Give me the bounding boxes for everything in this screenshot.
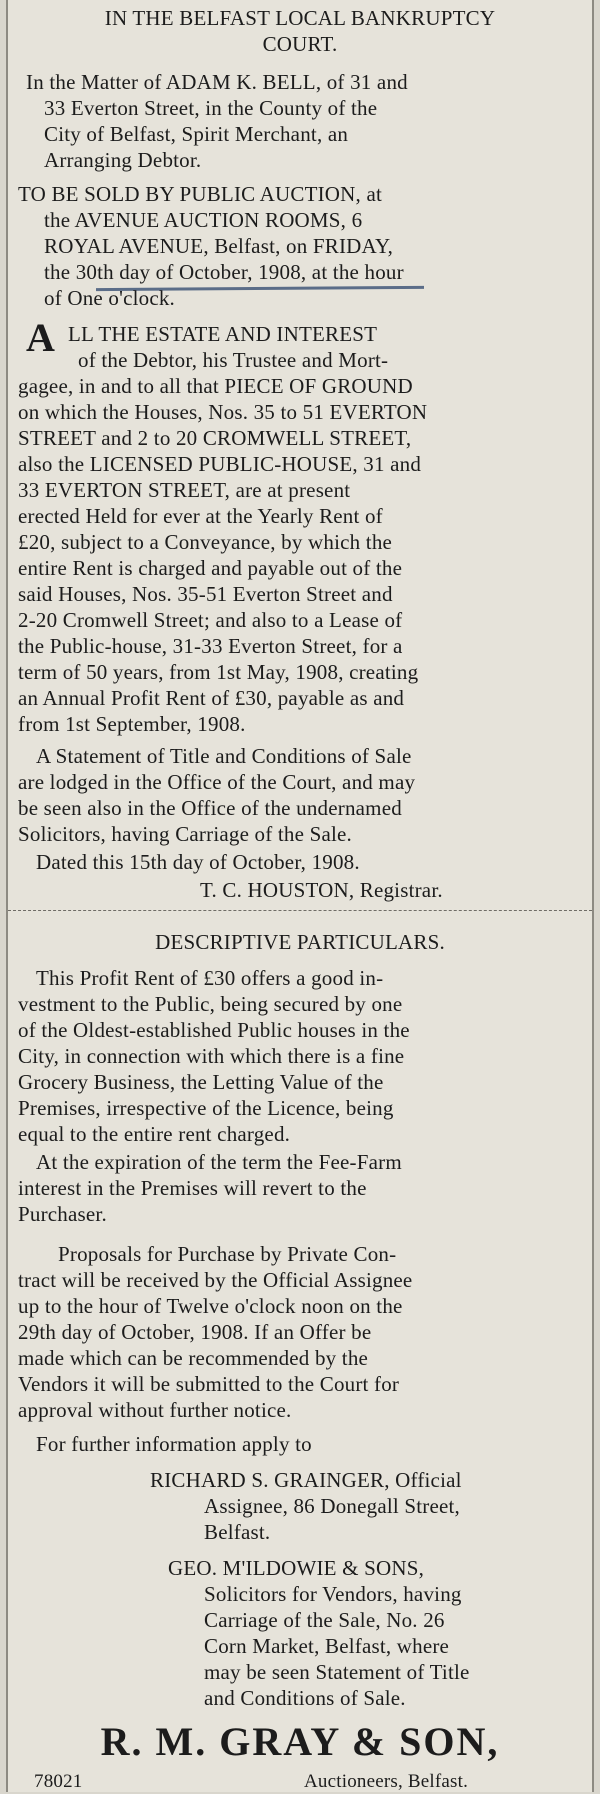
solicitors-line-4: Corn Market, Belfast, where (204, 1634, 450, 1658)
solicitors-line-1: GEO. M'ILDOWIE & SONS, (168, 1556, 425, 1580)
para3-line-5: made which can be recommended by the (18, 1346, 369, 1370)
estate-line-2: of the Debtor, his Trustee and Mort- (78, 348, 389, 372)
para3-line-4: 29th day of October, 1908. If an Offer be (18, 1320, 372, 1344)
solicitors-line-3: Carriage of the Sale, No. 26 (204, 1608, 445, 1632)
estate-line-11: said Houses, Nos. 35-51 Everton Street and (18, 582, 393, 606)
para1-line-5: Grocery Business, the Letting Value of the (18, 1070, 384, 1094)
sale-line-5: of One o'clock. (44, 286, 175, 310)
matter-line-3: City of Belfast, Spirit Merchant, an (44, 122, 349, 146)
sale-line-3: ROYAL AVENUE, Belfast, on FRIDAY, (44, 234, 394, 258)
auctioneer-name: R. M. GRAY & SON, (100, 1719, 500, 1764)
statement-line-2: are lodged in the Office of the Court, and may (18, 770, 416, 794)
drop-cap: A (26, 315, 55, 360)
para2-line-1: At the expiration of the term the Fee-Farm (36, 1150, 402, 1174)
assignee-line-1: RICHARD S. GRAINGER, Official (150, 1468, 462, 1492)
para1-line-4: City, in connection with which there is a fine (18, 1044, 405, 1068)
registrar-line: T. C. HOUSTON, Registrar. (200, 878, 443, 902)
court-heading-line-1: IN THE BELFAST LOCAL BANKRUPTCY (104, 6, 496, 30)
para3-line-2: tract will be received by the Official Assignee (18, 1268, 413, 1292)
assignee-line-3: Belfast. (204, 1520, 271, 1544)
solicitors-line-6: and Conditions of Sale. (204, 1686, 406, 1710)
auctioneer-role: Auctioneers, Belfast. (304, 1771, 469, 1792)
estate-line-6: also the LICENSED PUBLIC-HOUSE, 31 and (18, 452, 422, 476)
sale-line-4: the 30th day of October, 1908, at the hour (44, 260, 404, 284)
para1-line-3: of the Oldest-established Public houses in the (18, 1018, 410, 1042)
sale-line-1: TO BE SOLD BY PUBLIC AUCTION, at (18, 182, 382, 206)
para3-line-3: up to the hour of Twelve o'clock noon on the (18, 1294, 403, 1318)
estate-line-7: 33 EVERTON STREET, are at present (18, 478, 351, 502)
para2-line-3: Purchaser. (18, 1202, 107, 1226)
estate-line-1: LL THE ESTATE AND INTEREST (68, 322, 378, 346)
estate-line-4: on which the Houses, Nos. 35 to 51 EVERTON (18, 400, 428, 424)
estate-line-5: STREET and 2 to 20 CROMWELL STREET, (18, 426, 412, 450)
para1-line-7: equal to the entire rent charged. (18, 1122, 291, 1146)
para3-line-7: approval without further notice. (18, 1398, 292, 1422)
estate-line-10: entire Rent is charged and payable out of the (18, 556, 403, 580)
statement-line-1: A Statement of Title and Conditions of Sale (36, 744, 412, 768)
para3-line-1: Proposals for Purchase by Private Con- (58, 1242, 397, 1266)
apply-line: For further information apply to (36, 1432, 312, 1456)
reference-number: 78021 (34, 1771, 83, 1792)
matter-line-2: 33 Everton Street, in the County of the (44, 96, 378, 120)
matter-line-1: In the Matter of ADAM K. BELL, of 31 and (26, 70, 408, 94)
para2-line-2: interest in the Premises will revert to the (18, 1176, 367, 1200)
estate-line-13: the Public-house, 31-33 Everton Street, for a (18, 634, 403, 658)
para1-line-1: This Profit Rent of £30 offers a good in- (36, 966, 384, 990)
para1-line-6: Premises, irrespective of the Licence, being (18, 1096, 394, 1120)
para3-line-6: Vendors it will be submitted to the Court for (18, 1372, 400, 1396)
section-divider (8, 910, 592, 911)
statement-line-3: be seen also in the Office of the undernamed (18, 796, 402, 820)
assignee-line-2: Assignee, 86 Donegall Street, (204, 1494, 460, 1518)
estate-line-12: 2-20 Cromwell Street; and also to a Lease of (18, 608, 403, 632)
newspaper-clipping (6, 0, 594, 1792)
para1-line-2: vestment to the Public, being secured by one (18, 992, 403, 1016)
court-heading-line-2: COURT. (262, 32, 338, 56)
particulars-heading: DESCRIPTIVE PARTICULARS. (155, 930, 445, 954)
estate-line-3: gagee, in and to all that PIECE OF GROUND (18, 374, 413, 398)
estate-line-15: an Annual Profit Rent of £30, payable as and (18, 686, 405, 710)
matter-line-4: Arranging Debtor. (44, 148, 202, 172)
solicitors-line-2: Solicitors for Vendors, having (204, 1582, 462, 1606)
statement-line-4: Solicitors, having Carriage of the Sale. (18, 822, 353, 846)
estate-line-14: term of 50 years, from 1st May, 1908, creating (18, 660, 419, 684)
solicitors-line-5: may be seen Statement of Title (204, 1660, 470, 1684)
dated-line: Dated this 15th day of October, 1908. (36, 850, 360, 874)
estate-line-8: erected Held for ever at the Yearly Rent of (18, 504, 383, 528)
estate-line-9: £20, subject to a Conveyance, by which the (18, 530, 393, 554)
estate-line-16: from 1st September, 1908. (18, 712, 246, 736)
sale-line-2: the AVENUE AUCTION ROOMS, 6 (44, 208, 363, 232)
